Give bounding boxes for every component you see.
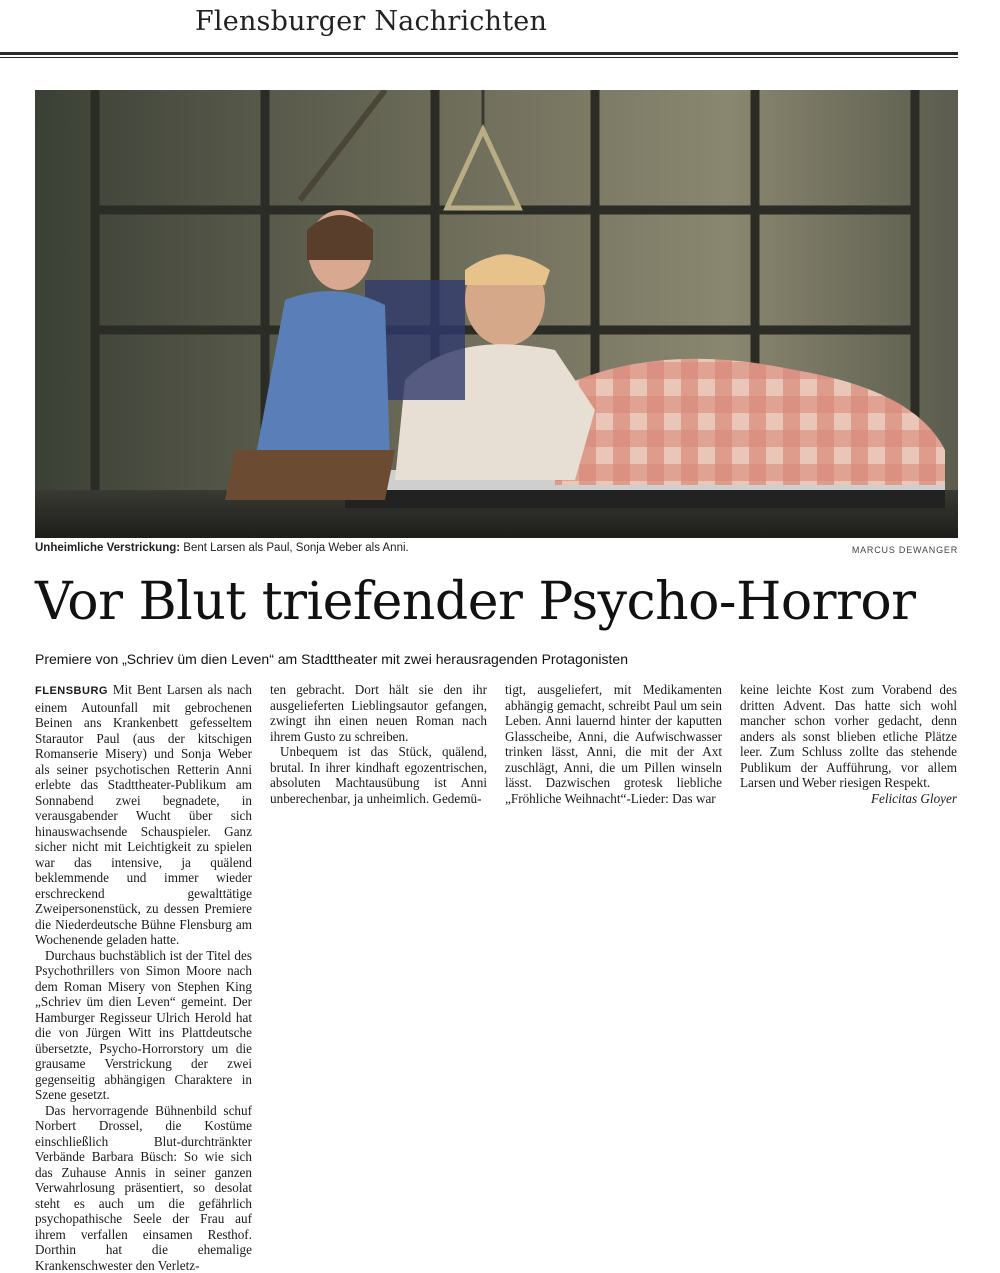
author-name: Felicitas Gloyer xyxy=(740,791,957,807)
article-column-2 xyxy=(270,682,487,806)
paragraph: tigt, ausgeliefert, mit Medikamenten abhängig gemacht, schreibt Paul um sein Leben. Anni lauernd hinter der kaputten Glasscheibe, Anni, die Aufwischwasser trinken lässt, Anni, die mit der Axt zuschlägt, Anni, die um Pillen winseln lässt. Dazwischen grotesk liebliche „Fröhliche Weihnacht“-Lieder: Das war xyxy=(505,682,722,806)
article-column-3 xyxy=(505,682,722,806)
paragraph: Das hervorragende Bühnenbild schuf Norbert Drossel, die Kostüme einschließlich Blut-durchtränkter Verbände Barbara Büsch: So wie sich das Zuhause Annis in seiner ganzen Verwahrlosung präsentiert, so desolat steht es auch um die gefährlich psychopathische Seele der Frau auf ihrem verfallen einsamen Resthof. Dorthin hat die ehemalige Krankenschwester den Verletz- xyxy=(35,1103,252,1273)
paragraph: keine leichte Kost zum Vorabend des dritten Advent. Das hatte sich wohl mancher schon vorher gedacht, denn anders als sonst blieben etliche Plätze leer. Zum Schluss zollte das stehende Publikum der Aufführung, vor allem Larsen und Weber riesigen Respekt. xyxy=(740,682,957,791)
newspaper-masthead: Flensburger Nachrichten xyxy=(195,6,547,37)
photo-credit: MARCUS DEWANGER xyxy=(852,545,958,555)
paragraph xyxy=(35,682,252,948)
paragraph: Unbequem ist das Stück, quälend, brutal. In ihrer kindhaft egozentrischen, absoluten Machtausübung ist Anni unberechenbar, ja unheimlich. Gedemü- xyxy=(270,744,487,806)
paragraph-text: Mit Bent Larsen als nach einem Autounfall mit gebrochenen Beinen ans Krankenbett gefesseltem Starautor Paul (aus der kitschigen Romanserie Misery) und Sonja Weber als seiner psychotischen Retterin Anni erlebte das Stadttheater-Publikum am Sonnabend zwei begnadete, in verausgabender Wucht über sich hinauswachsende Schauspieler. Ganz sicher nicht mit Leichtigkeit zu spielen war das intensive, ja quälend beklemmende und immer wieder erschreckend gewalttätige Zweipersonenstück, zu dessen Premiere die Niederdeutsche Bühne Flensburg am Wochenende geladen hatte. xyxy=(35,682,252,947)
masthead-rule xyxy=(0,52,958,55)
paragraph: Durchaus buchstäblich ist der Titel des Psychothrillers von Simon Moore nach dem Roman Misery von Stephen King „Schriev üm dien Leven“ gemeint. Der Hamburger Regisseur Ulrich Herold hat die von Jürgen Witt ins Plattdeutsche übersetzte, Psycho-Horrorstory um die grausame Verstrickung der zwei gegenseitig abhängigen Charaktere in Szene gesetzt. xyxy=(35,948,252,1103)
article-headline: Vor Blut triefender Psycho-Horror xyxy=(35,572,916,632)
article-column-1 xyxy=(35,682,252,1273)
stage-scene-image xyxy=(35,90,958,538)
caption-lead: Unheimliche Verstrickung: xyxy=(35,542,180,554)
paragraph: ten gebracht. Dort hält sie den ihr ausgelieferten Lieblingsautor gefangen, zwingt ihn einen neuen Roman nach ihrem Gusto zu schreiben. xyxy=(270,682,487,744)
article-photo xyxy=(35,90,958,538)
masthead-rule-thin xyxy=(0,57,958,58)
dateline: FLENSBURG xyxy=(35,685,108,697)
article-subhead: Premiere von „Schriev üm dien Leven“ am Stadttheater mit zwei herausragenden Protagonisten xyxy=(35,651,628,667)
article-column-4 xyxy=(740,682,957,806)
caption-text: Bent Larsen als Paul, Sonja Weber als Anni. xyxy=(180,542,409,554)
photo-caption xyxy=(35,542,409,554)
